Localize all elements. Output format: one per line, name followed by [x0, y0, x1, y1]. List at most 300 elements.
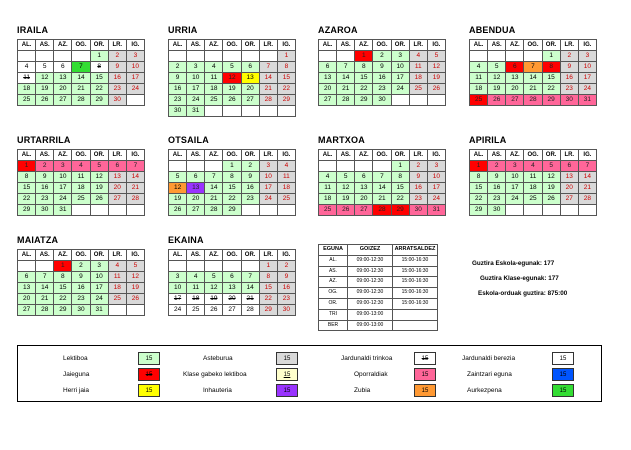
- day-cell: 14: [205, 183, 223, 194]
- weekday-header: AZ.: [205, 150, 223, 161]
- month-grid: [318, 39, 446, 106]
- week-row: [169, 95, 296, 106]
- day-cell: 17: [427, 183, 445, 194]
- day-cell: 1: [355, 51, 373, 62]
- day-cell: 5: [36, 62, 54, 73]
- legend-swatch: 15: [414, 384, 436, 397]
- day-cell: 25: [409, 84, 427, 95]
- day-cell: 22: [391, 194, 409, 205]
- month-grid: [17, 149, 145, 216]
- day-cell: 12: [427, 62, 445, 73]
- empty-cell: [241, 205, 259, 216]
- week-row: [169, 106, 296, 117]
- legend-label: Zubia: [354, 387, 371, 394]
- day-cell: 3: [391, 51, 409, 62]
- day-cell: 1: [470, 161, 488, 172]
- empty-cell: [391, 95, 409, 106]
- weekday-header: AL.: [470, 150, 488, 161]
- day-cell: 17: [259, 183, 277, 194]
- day-cell: 23: [72, 294, 90, 305]
- weekday-header-row: [169, 40, 296, 51]
- schedule-row: [319, 266, 438, 277]
- weekday-header: LR.: [560, 40, 578, 51]
- weekday-header: AL.: [470, 40, 488, 51]
- weekday-header: LR.: [108, 250, 126, 261]
- day-cell: 23: [169, 95, 187, 106]
- weekday-header: AZ.: [54, 150, 72, 161]
- day-cell: 1: [223, 161, 241, 172]
- day-cell: 10: [391, 62, 409, 73]
- day-cell: 22: [259, 294, 277, 305]
- day-cell: 20: [560, 183, 578, 194]
- day-cell: 21: [373, 194, 391, 205]
- total-school-hours: Eskola-orduak guztira: 875:00: [478, 290, 568, 297]
- empty-cell: [259, 51, 277, 62]
- day-cell: 5: [205, 272, 223, 283]
- week-row: [319, 205, 446, 216]
- day-cell: 6: [560, 161, 578, 172]
- day-cell: 27: [506, 95, 524, 106]
- day-cell: 13: [223, 283, 241, 294]
- weekday-header: OG.: [373, 40, 391, 51]
- day-cell: 15: [470, 183, 488, 194]
- day-cell: 3: [187, 62, 205, 73]
- weekday-header: IG.: [126, 40, 144, 51]
- weekday-header: LR.: [108, 150, 126, 161]
- day-cell: 13: [108, 172, 126, 183]
- day-cell: 30: [409, 205, 427, 216]
- schedule-row: [319, 298, 438, 309]
- day-cell: 8: [277, 62, 295, 73]
- empty-cell: [524, 51, 542, 62]
- day-cell: 24: [54, 194, 72, 205]
- day-cell: 22: [223, 194, 241, 205]
- day-cell: 12: [36, 73, 54, 84]
- day-cell: 27: [241, 95, 259, 106]
- day-cell: 16: [488, 183, 506, 194]
- day-cell: 8: [470, 172, 488, 183]
- day-cell: 8: [90, 62, 108, 73]
- weekday-header-row: [18, 150, 145, 161]
- week-row: [169, 161, 296, 172]
- empty-cell: [223, 261, 241, 272]
- legend-swatch: 15: [276, 368, 298, 381]
- schedule-cell: TRI: [319, 309, 348, 320]
- day-cell: 27: [319, 95, 337, 106]
- day-cell: 17: [169, 294, 187, 305]
- day-cell: 10: [506, 172, 524, 183]
- day-cell: 2: [409, 161, 427, 172]
- legend-swatch: 15: [552, 384, 574, 397]
- schedule-table: [318, 244, 438, 331]
- empty-cell: [18, 261, 36, 272]
- month-calendar: [469, 134, 597, 216]
- day-cell: 28: [72, 95, 90, 106]
- empty-cell: [524, 205, 542, 216]
- week-row: [18, 62, 145, 73]
- week-row: [18, 205, 145, 216]
- weekday-header: AS.: [337, 150, 355, 161]
- day-cell: 5: [90, 161, 108, 172]
- weekday-header: AS.: [187, 250, 205, 261]
- empty-cell: [187, 161, 205, 172]
- weekday-header: IG.: [277, 40, 295, 51]
- weekday-header: IG.: [126, 150, 144, 161]
- day-cell: 1: [90, 51, 108, 62]
- schedule-cell: 09:00-13:00: [348, 309, 393, 320]
- weekday-header: IG.: [578, 150, 596, 161]
- month-title: MARTXOA: [318, 135, 365, 145]
- week-row: [319, 62, 446, 73]
- day-cell: 1: [54, 261, 72, 272]
- day-cell: 14: [373, 183, 391, 194]
- weekday-header: OR.: [90, 150, 108, 161]
- weekday-header: AZ.: [54, 250, 72, 261]
- day-cell: 13: [54, 73, 72, 84]
- month-title: APIRILA: [469, 135, 507, 145]
- empty-cell: [72, 51, 90, 62]
- day-cell: 31: [90, 305, 108, 316]
- weekday-header: LR.: [108, 40, 126, 51]
- empty-cell: [169, 161, 187, 172]
- empty-cell: [169, 51, 187, 62]
- day-cell: 4: [319, 172, 337, 183]
- empty-cell: [409, 95, 427, 106]
- week-row: [18, 283, 145, 294]
- day-cell: 12: [169, 183, 187, 194]
- day-cell: 24: [391, 84, 409, 95]
- day-cell: 25: [205, 95, 223, 106]
- day-cell: 16: [560, 73, 578, 84]
- day-cell: 4: [187, 272, 205, 283]
- day-cell: 1: [391, 161, 409, 172]
- day-cell: 27: [54, 95, 72, 106]
- day-cell: 20: [18, 294, 36, 305]
- day-cell: 3: [259, 161, 277, 172]
- weekday-header: OG.: [524, 40, 542, 51]
- schedule-cell: 15:00-16:30: [393, 266, 438, 277]
- weekday-header: IG.: [427, 150, 445, 161]
- schedule-cell: BER: [319, 320, 348, 331]
- schedule-row: [319, 277, 438, 288]
- day-cell: 9: [36, 172, 54, 183]
- day-cell: 14: [524, 73, 542, 84]
- day-cell: 25: [524, 194, 542, 205]
- day-cell: 29: [391, 205, 409, 216]
- day-cell: 2: [373, 51, 391, 62]
- day-cell: 8: [18, 172, 36, 183]
- week-row: [18, 194, 145, 205]
- day-cell: 10: [54, 172, 72, 183]
- day-cell: 22: [54, 294, 72, 305]
- week-row: [18, 84, 145, 95]
- empty-cell: [560, 205, 578, 216]
- day-cell: 17: [90, 283, 108, 294]
- weekday-header: AS.: [36, 40, 54, 51]
- weekday-header: OR.: [542, 40, 560, 51]
- month-calendar: [168, 24, 296, 117]
- month-title: URRIA: [168, 25, 198, 35]
- day-cell: 7: [373, 172, 391, 183]
- day-cell: 25: [72, 194, 90, 205]
- empty-cell: [223, 106, 241, 117]
- day-cell: 7: [72, 62, 90, 73]
- week-row: [18, 261, 145, 272]
- day-cell: 22: [90, 84, 108, 95]
- schedule-cell: AS.: [319, 266, 348, 277]
- month-grid: [17, 249, 145, 316]
- day-cell: 28: [337, 95, 355, 106]
- weekday-header: AZ.: [355, 40, 373, 51]
- empty-cell: [205, 51, 223, 62]
- empty-cell: [542, 205, 560, 216]
- empty-cell: [427, 95, 445, 106]
- day-cell: 17: [506, 183, 524, 194]
- empty-cell: [241, 261, 259, 272]
- day-cell: 17: [391, 73, 409, 84]
- day-cell: 7: [259, 62, 277, 73]
- day-cell: 16: [277, 283, 295, 294]
- day-cell: 3: [126, 51, 144, 62]
- empty-cell: [259, 106, 277, 117]
- day-cell: 25: [277, 194, 295, 205]
- weekday-header: AL.: [319, 40, 337, 51]
- week-row: [319, 161, 446, 172]
- day-cell: 18: [409, 73, 427, 84]
- day-cell: 14: [36, 283, 54, 294]
- day-cell: 29: [277, 95, 295, 106]
- empty-cell: [108, 205, 126, 216]
- day-cell: 15: [277, 73, 295, 84]
- weekday-header: AS.: [36, 250, 54, 261]
- day-cell: 14: [241, 283, 259, 294]
- weekday-header: LR.: [560, 150, 578, 161]
- day-cell: 9: [108, 62, 126, 73]
- day-cell: 9: [373, 62, 391, 73]
- day-cell: 30: [36, 205, 54, 216]
- empty-cell: [223, 51, 241, 62]
- day-cell: 18: [108, 283, 126, 294]
- day-cell: 21: [36, 294, 54, 305]
- day-cell: 23: [373, 84, 391, 95]
- legend-label: Herri jaia: [63, 387, 90, 394]
- day-cell: 11: [205, 73, 223, 84]
- day-cell: 8: [355, 62, 373, 73]
- day-cell: 27: [187, 205, 205, 216]
- day-cell: 28: [126, 194, 144, 205]
- day-cell: 24: [427, 194, 445, 205]
- total-eskola-days: Guztira Eskola-egunak: 177: [472, 260, 555, 267]
- empty-cell: [241, 51, 259, 62]
- schedule-cell: 15:00-16:30: [393, 298, 438, 309]
- day-cell: 21: [259, 84, 277, 95]
- month-calendar: [168, 234, 296, 316]
- schedule-row: [319, 309, 438, 320]
- day-cell: 4: [470, 62, 488, 73]
- week-row: [169, 62, 296, 73]
- day-cell: 13: [506, 73, 524, 84]
- legend-label: Jardunaldi trinkoa: [341, 355, 393, 362]
- day-cell: 19: [126, 283, 144, 294]
- day-cell: 3: [90, 261, 108, 272]
- day-cell: 18: [18, 84, 36, 95]
- day-cell: 29: [223, 205, 241, 216]
- day-cell: 18: [205, 84, 223, 95]
- week-row: [470, 183, 597, 194]
- day-cell: 21: [205, 194, 223, 205]
- day-cell: 30: [72, 305, 90, 316]
- empty-cell: [277, 205, 295, 216]
- week-row: [18, 272, 145, 283]
- empty-cell: [126, 205, 144, 216]
- week-row: [470, 73, 597, 84]
- legend-label: Asteburua: [203, 355, 233, 362]
- day-cell: 10: [259, 172, 277, 183]
- schedule-cell: 09:00-13:00: [348, 320, 393, 331]
- weekday-header: AL.: [18, 150, 36, 161]
- weekday-header-row: [470, 40, 597, 51]
- day-cell: 1: [277, 51, 295, 62]
- day-cell: 28: [259, 95, 277, 106]
- day-cell: 19: [36, 84, 54, 95]
- empty-cell: [259, 205, 277, 216]
- day-cell: 14: [126, 172, 144, 183]
- weekday-header: AZ.: [506, 40, 524, 51]
- week-row: [169, 172, 296, 183]
- day-cell: 26: [223, 95, 241, 106]
- day-cell: 11: [277, 172, 295, 183]
- schedule-cell: 09:00-12:30: [348, 255, 393, 266]
- day-cell: 25: [187, 305, 205, 316]
- legend-swatch: 15: [414, 368, 436, 381]
- schedule-row: [319, 288, 438, 299]
- weekday-header-row: [470, 150, 597, 161]
- day-cell: 26: [90, 194, 108, 205]
- day-cell: 13: [18, 283, 36, 294]
- weekday-header: AZ.: [506, 150, 524, 161]
- day-cell: 9: [241, 172, 259, 183]
- schedule-header-cell: GOIZEZ: [348, 245, 393, 256]
- day-cell: 11: [409, 62, 427, 73]
- day-cell: 24: [187, 95, 205, 106]
- day-cell: 19: [427, 73, 445, 84]
- day-cell: 21: [524, 84, 542, 95]
- month-grid: [469, 149, 597, 216]
- week-row: [18, 172, 145, 183]
- month-title: OTSAILA: [168, 135, 209, 145]
- day-cell: 21: [241, 294, 259, 305]
- day-cell: 1: [259, 261, 277, 272]
- day-cell: 29: [355, 95, 373, 106]
- week-row: [18, 95, 145, 106]
- day-cell: 14: [259, 73, 277, 84]
- day-cell: 20: [187, 194, 205, 205]
- day-cell: 15: [223, 183, 241, 194]
- day-cell: 19: [337, 194, 355, 205]
- day-cell: 9: [169, 73, 187, 84]
- empty-cell: [205, 106, 223, 117]
- day-cell: 26: [36, 95, 54, 106]
- legend-label: Inhauteria: [203, 387, 232, 394]
- day-cell: 27: [108, 194, 126, 205]
- month-grid: [168, 249, 296, 316]
- month-calendar: [469, 24, 597, 106]
- day-cell: 11: [524, 172, 542, 183]
- week-row: [319, 183, 446, 194]
- day-cell: 28: [578, 194, 596, 205]
- day-cell: 14: [337, 73, 355, 84]
- empty-cell: [36, 51, 54, 62]
- day-cell: 3: [506, 161, 524, 172]
- day-cell: 11: [319, 183, 337, 194]
- week-row: [470, 84, 597, 95]
- week-row: [319, 51, 446, 62]
- day-cell: 18: [277, 183, 295, 194]
- day-cell: 12: [223, 73, 241, 84]
- day-cell: 5: [223, 62, 241, 73]
- day-cell: 23: [488, 194, 506, 205]
- day-cell: 9: [277, 272, 295, 283]
- empty-cell: [506, 205, 524, 216]
- day-cell: 9: [488, 172, 506, 183]
- weekday-header: OR.: [241, 150, 259, 161]
- day-cell: 18: [319, 194, 337, 205]
- empty-cell: [373, 161, 391, 172]
- week-row: [169, 272, 296, 283]
- weekday-header: OR.: [542, 150, 560, 161]
- day-cell: 5: [542, 161, 560, 172]
- day-cell: 5: [126, 261, 144, 272]
- day-cell: 4: [18, 62, 36, 73]
- day-cell: 20: [241, 84, 259, 95]
- week-row: [169, 205, 296, 216]
- day-cell: 27: [18, 305, 36, 316]
- day-cell: 22: [277, 84, 295, 95]
- empty-cell: [337, 161, 355, 172]
- day-cell: 26: [427, 84, 445, 95]
- day-cell: 1: [542, 51, 560, 62]
- day-cell: 5: [169, 172, 187, 183]
- day-cell: 30: [560, 95, 578, 106]
- schedule-cell: [393, 309, 438, 320]
- day-cell: 10: [578, 62, 596, 73]
- week-row: [319, 84, 446, 95]
- day-cell: 10: [187, 73, 205, 84]
- day-cell: 16: [36, 183, 54, 194]
- day-cell: 25: [108, 294, 126, 305]
- day-cell: 6: [108, 161, 126, 172]
- day-cell: 27: [560, 194, 578, 205]
- legend-swatch: 15: [552, 352, 574, 365]
- day-cell: 12: [488, 73, 506, 84]
- week-row: [319, 73, 446, 84]
- day-cell: 20: [54, 84, 72, 95]
- month-title: MAIATZA: [17, 235, 59, 245]
- schedule-header-row: [319, 245, 438, 256]
- week-row: [470, 172, 597, 183]
- month-calendar: [17, 234, 145, 316]
- day-cell: 10: [90, 272, 108, 283]
- day-cell: 8: [259, 272, 277, 283]
- day-cell: 2: [241, 161, 259, 172]
- empty-cell: [319, 161, 337, 172]
- weekday-header: IG.: [277, 250, 295, 261]
- weekday-header: OR.: [90, 250, 108, 261]
- weekday-header-row: [18, 40, 145, 51]
- weekday-header: OG.: [223, 40, 241, 51]
- day-cell: 13: [355, 183, 373, 194]
- month-grid: [469, 39, 597, 106]
